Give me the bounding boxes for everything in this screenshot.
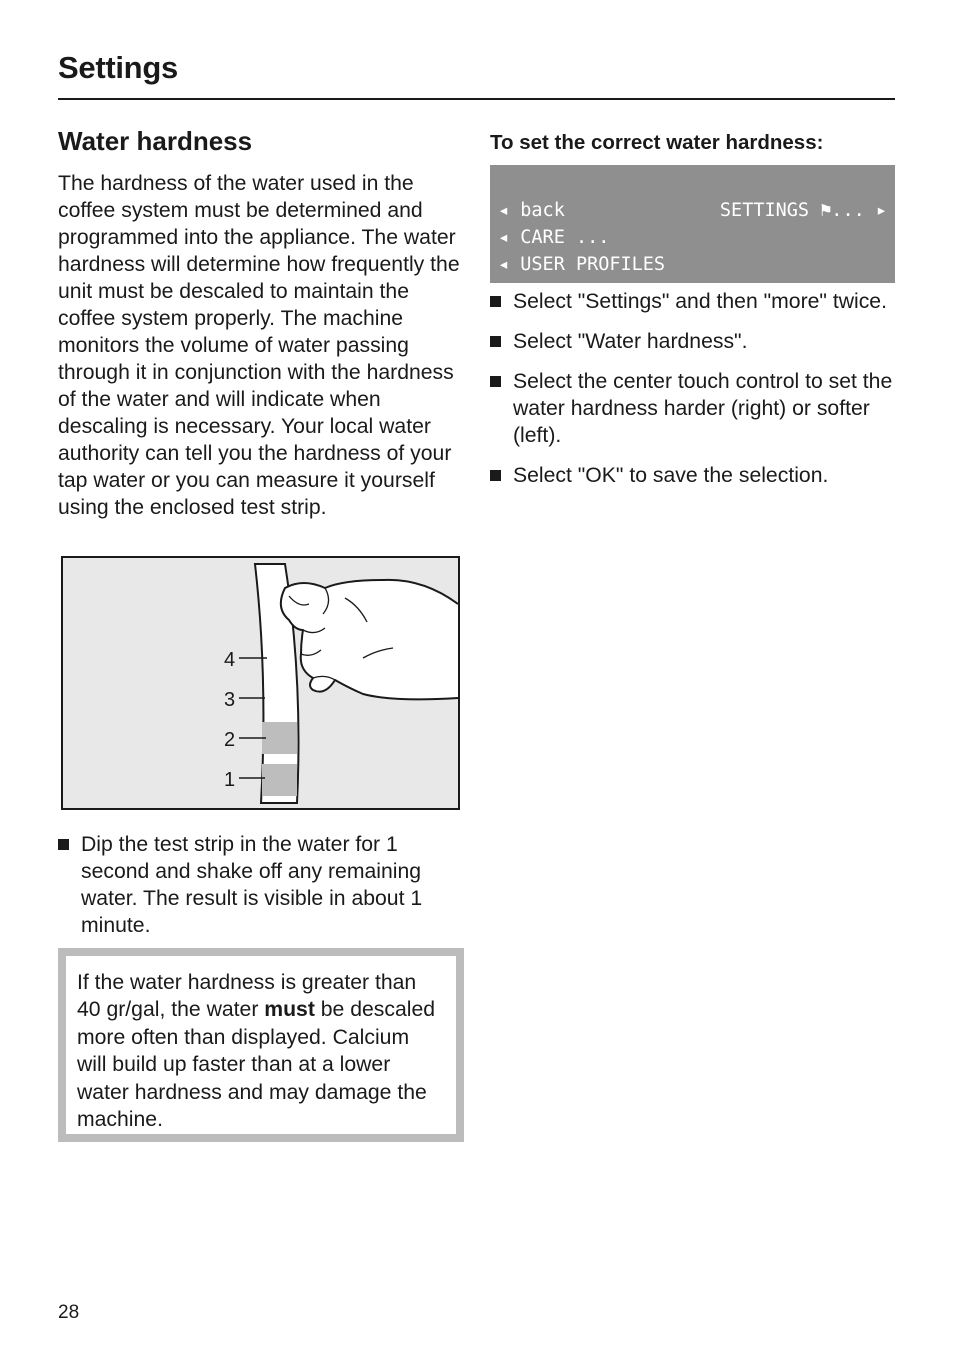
display-back-option: ◂ back [498, 200, 565, 221]
section-heading: Water hardness [58, 126, 253, 156]
left-column [58, 124, 464, 521]
scale-label-4: 4 [224, 649, 236, 671]
bullet-square-icon [490, 376, 501, 387]
list-item [490, 288, 895, 315]
note-emphasis: must [264, 998, 315, 1022]
list-item [58, 831, 464, 939]
page-title: Settings [58, 50, 178, 85]
scale-label-1: 1 [224, 769, 236, 791]
warning-note-text [77, 969, 444, 1133]
hand [281, 580, 458, 699]
intro-paragraph: The hardness of the water used in the coffee system must be determined and programmed into the appliance. The water hardness will determine how frequently the unit must be descaled to maintain the coffee system properly. The machine monitors the volume of water passing through it in conjunction with the hardness of the water and will indicate when descaling is necessary. Your local water authority can tell you the hardness of your tap water or you can measure it yourself using the enclosed test strip. [58, 172, 460, 519]
title-rule [58, 98, 895, 100]
step-text: Select "OK" to save the selection. [513, 464, 829, 487]
note-text-after: be descaled more often than displayed. Calcium will build up faster than at a lower water hardness and may damage the machine. [77, 998, 436, 1132]
list-item [490, 328, 895, 355]
note-text-before: If the water hardness is greater than 40 gr/gal, the water [77, 971, 417, 1022]
test-strip-drawing [63, 558, 458, 808]
page-number: 28 [58, 1302, 80, 1323]
list-item [490, 368, 895, 449]
step-text: Select "Water hardness". [513, 330, 748, 353]
list-item [490, 462, 895, 489]
test-pad-1 [262, 764, 297, 796]
warning-note-box [58, 948, 464, 1142]
bullet-square-icon [58, 839, 69, 850]
steps-list [490, 288, 895, 502]
dip-instruction-text: Dip the test strip in the water for 1 second and shake off any remaining water. The result is visible in about 1 minute. [81, 833, 423, 937]
test-strip-illustration [61, 556, 460, 810]
scale-label-2: 2 [224, 729, 236, 751]
display-care-option: ◂ CARE ... [498, 227, 610, 248]
step-text: Select the center touch control to set the water hardness harder (right) or softer (left). [513, 370, 893, 447]
dip-instruction [58, 831, 464, 939]
right-column [490, 129, 895, 157]
test-pad-2 [262, 722, 297, 754]
display-user-profiles-option: ◂ USER PROFILES [498, 254, 666, 275]
bullet-square-icon [490, 470, 501, 481]
display-settings-option: SETTINGS ⚑... ▸ [719, 200, 887, 221]
bullet-square-icon [490, 336, 501, 347]
step-text: Select "Settings" and then "more" twice. [513, 290, 887, 313]
appliance-display-screen [490, 165, 895, 283]
scale-label-3: 3 [224, 689, 236, 711]
bullet-square-icon [490, 296, 501, 307]
instructions-heading: To set the correct water hardness: [490, 131, 824, 154]
